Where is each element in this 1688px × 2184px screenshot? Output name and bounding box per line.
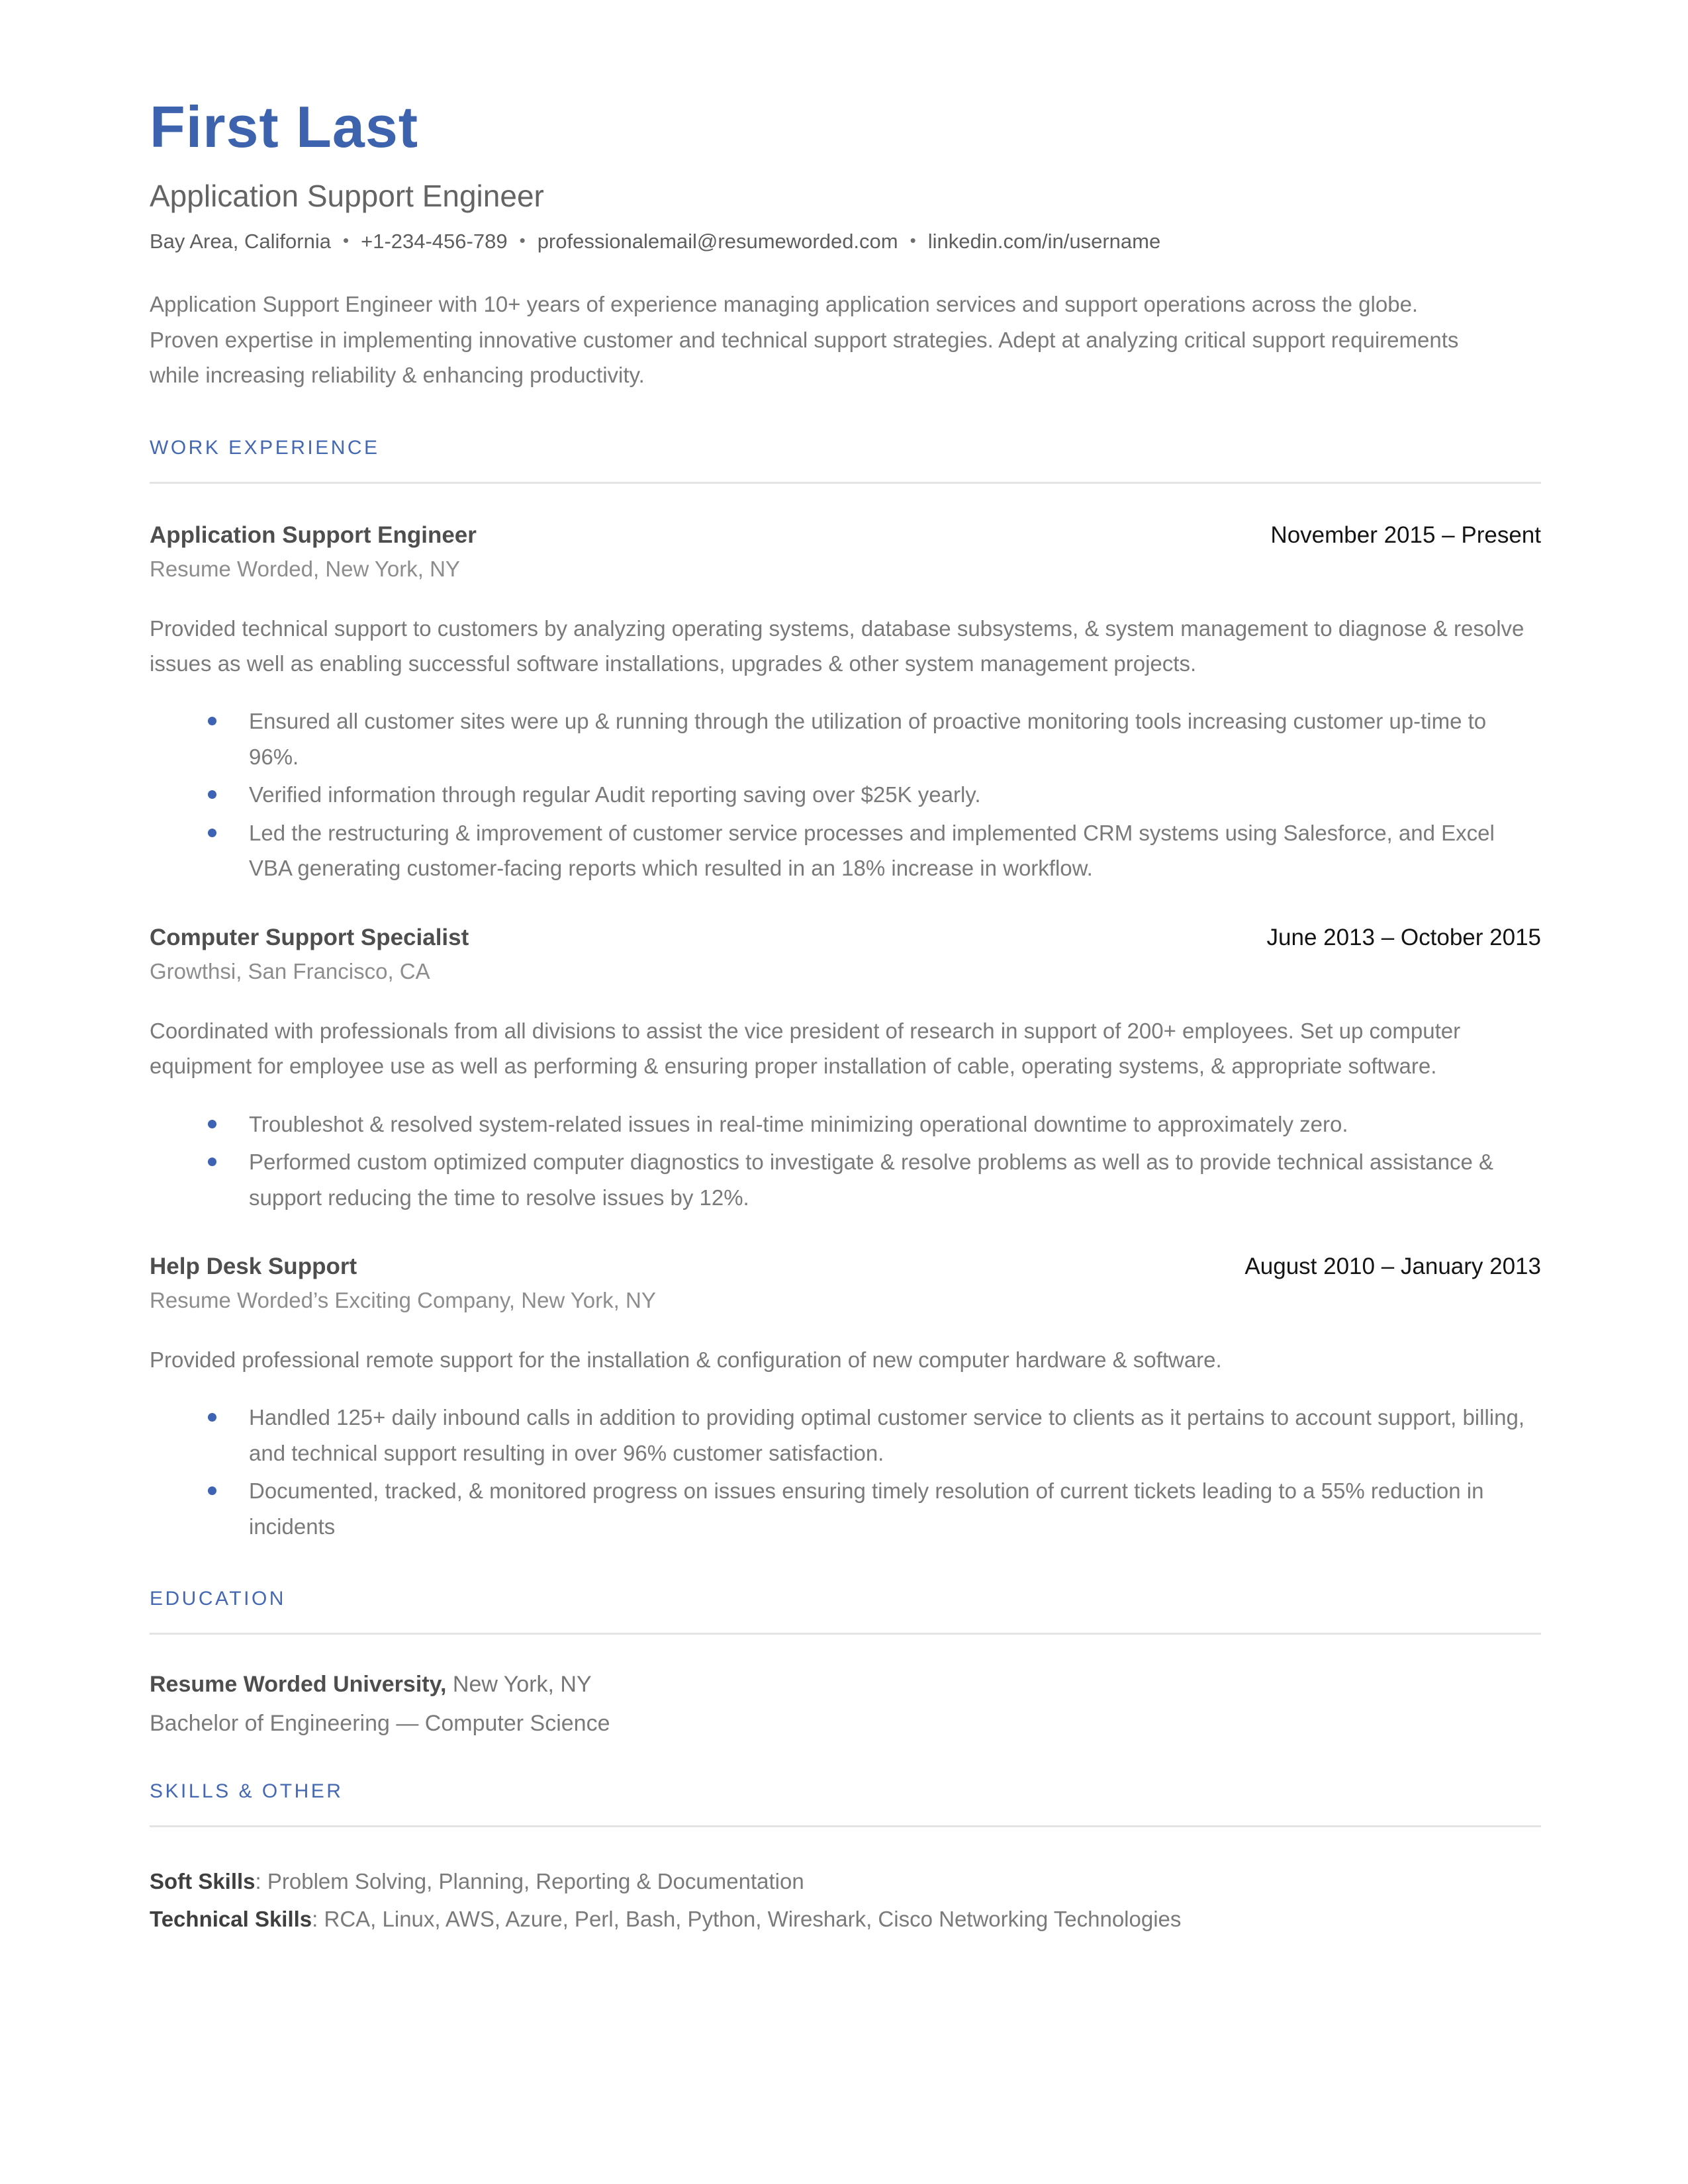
job-company: Resume Worded’s Exciting Company, New York, NY: [150, 1287, 656, 1312]
section-heading-work: WORK EXPERIENCE: [150, 436, 380, 459]
resume-header: [150, 94, 1541, 393]
job-company: Growthsi, San Francisco, CA: [150, 958, 430, 983]
section-divider: [150, 482, 1541, 484]
section-education: [150, 1588, 1541, 1737]
job-bullet: Handled 125+ daily inbound calls in addition to providing optimal customer service to clients as it pertains to account support, billing, and technical support resulting in over 96% customer satisfaction.: [150, 1400, 1541, 1471]
job-header: [150, 522, 1541, 549]
job-title: Help Desk Support: [150, 1253, 357, 1279]
section-heading-education: EDUCATION: [150, 1588, 286, 1610]
professional-summary: Application Support Engineer with 10+ years of experience managing application services and support operations across the globe. Proven expertise in implementing innovative customer and technical support strategies. Adept at analyzing critical support requirements while increasing reliability & enhancing productivity.: [150, 292, 1459, 388]
education-degree: Bachelor of Engineering — Computer Science: [150, 1711, 610, 1737]
job-header: [150, 925, 1541, 951]
soft-skills-label: Soft Skills: [150, 1869, 256, 1894]
soft-skills-value: : Problem Solving, Planning, Reporting & Documentation: [255, 1869, 804, 1894]
job-dates: June 2013 – October 2015: [1266, 924, 1541, 950]
contact-location: Bay Area, California: [150, 229, 331, 253]
job-header: [150, 1253, 1541, 1280]
job-description: Coordinated with professionals from all divisions to assist the vice president of research in support of 200+ employees. Set up computer equipment for employee use as well as performing & ensuring proper installation of cable, operating systems, & appropriate software.: [150, 1018, 1461, 1079]
job-bullet-list: [150, 1400, 1541, 1544]
job-entry-1: [150, 522, 1541, 886]
technical-skills-line: [150, 1901, 1541, 1938]
job-bullet-list: [150, 704, 1541, 886]
section-divider: [150, 1825, 1541, 1827]
job-bullet: Verified information through regular Audit reporting saving over $25K yearly.: [150, 777, 1541, 812]
section-heading-skills: SKILLS & OTHER: [150, 1780, 344, 1803]
section-divider: [150, 1633, 1541, 1635]
bullet-separator: •: [342, 230, 350, 250]
headline-job-title: Application Support Engineer: [150, 179, 544, 213]
contact-line: [150, 228, 1541, 255]
education-school-line: [150, 1672, 1541, 1698]
job-company: Resume Worded, New York, NY: [150, 556, 460, 581]
job-bullet: Documented, tracked, & monitored progress on issues ensuring timely resolution of current tickets leading to a 55% reduction in incidents: [150, 1473, 1541, 1544]
job-dates: November 2015 – Present: [1270, 522, 1541, 548]
person-name: First Last: [150, 94, 419, 159]
technical-skills-value: : RCA, Linux, AWS, Azure, Perl, Bash, Python, Wireshark, Cisco Networking Technologies: [312, 1907, 1182, 1931]
job-description: Provided technical support to customers by analyzing operating systems, database subsystems, & system management to diagnose & resolve issues as well as enabling successful software installations, upgrades & other system management projects.: [150, 615, 1524, 676]
bullet-separator: •: [910, 230, 916, 250]
education-school-name: Resume Worded University,: [150, 1672, 447, 1698]
job-dates: August 2010 – January 2013: [1244, 1253, 1541, 1279]
soft-skills-line: [150, 1863, 1541, 1901]
job-title: Computer Support Specialist: [150, 924, 469, 950]
contact-linkedin: linkedin.com/in/username: [927, 229, 1161, 253]
job-bullet-list: [150, 1107, 1541, 1215]
job-bullet: Performed custom optimized computer diagnostics to investigate & resolve problems as well as to provide technical assistance & support reducing the time to resolve issues by 12%.: [150, 1144, 1541, 1215]
job-entry-3: [150, 1253, 1541, 1544]
contact-phone: +1-234-456-789: [361, 229, 508, 253]
education-school-location: New York, NY: [446, 1672, 592, 1698]
job-description: Provided professional remote support for the installation & configuration of new computer hardware & software.: [150, 1347, 1222, 1372]
section-work-experience: [150, 437, 1541, 1545]
section-skills: [150, 1780, 1541, 1938]
skills-block: [150, 1863, 1541, 1938]
job-bullet: Led the restructuring & improvement of customer service processes and implemented CRM systems using Salesforce, and Excel VBA generating customer-facing reports which resulted in an 18% increase in workflow.: [150, 815, 1541, 886]
contact-email: professionalemail@resumeworded.com: [537, 229, 898, 253]
job-entry-2: [150, 925, 1541, 1215]
bullet-separator: •: [519, 230, 526, 250]
job-bullet: Ensured all customer sites were up & running through the utilization of proactive monitoring tools increasing customer up-time to 96%.: [150, 704, 1541, 774]
job-title: Application Support Engineer: [150, 522, 477, 548]
technical-skills-label: Technical Skills: [150, 1907, 312, 1931]
job-bullet: Troubleshot & resolved system-related issues in real-time minimizing operational downtime to approximately zero.: [150, 1107, 1541, 1142]
